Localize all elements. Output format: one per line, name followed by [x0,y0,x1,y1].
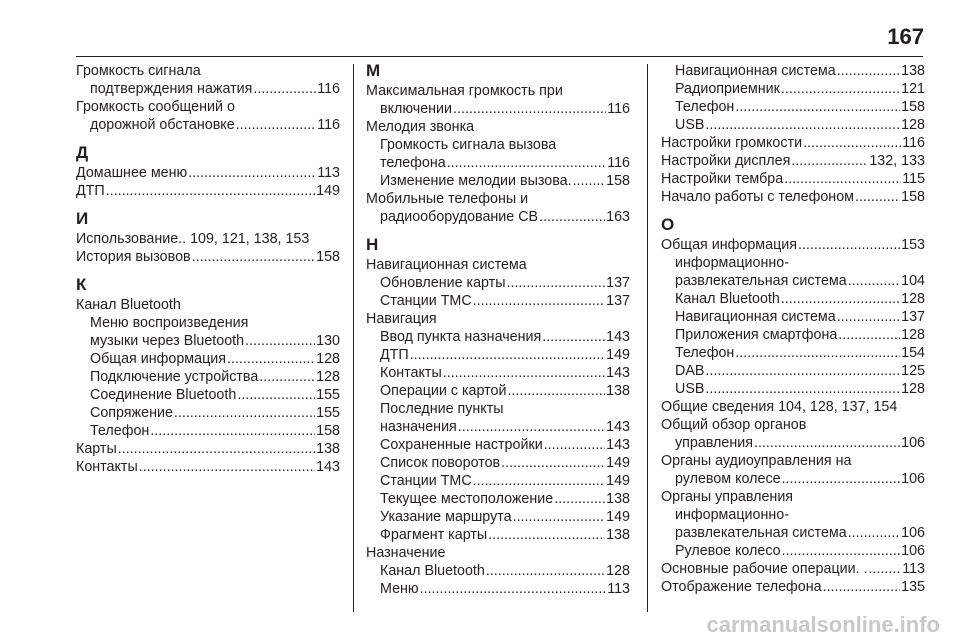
index-entry [661,134,925,152]
index-subentry [76,80,340,98]
leader-dots [705,380,900,398]
entry-text: Мобильные телефоны и [366,191,529,207]
page-reference[interactable]: 113 [902,561,925,577]
page-reference[interactable]: 116 [317,81,340,97]
index-subentry [366,490,630,508]
page-reference[interactable]: 116 [607,155,630,171]
leader-dots [443,364,605,382]
entry-text: Операции с картой [380,383,507,399]
leader-dots [838,326,900,344]
entry-text: Изменение мелодии вызова. [380,173,572,189]
leader-dots [837,308,900,326]
entry-text: Отображение телефона [661,579,822,595]
entry-text: История вызовов [76,249,191,265]
entry-text: развлекательная система [675,273,847,289]
page-reference[interactable]: 149 [606,347,630,363]
index-letter-heading: К [76,275,87,294]
page-reference[interactable]: 138 [606,383,630,399]
page-reference[interactable]: 143 [316,459,340,475]
entry-text: Сопряжение [90,405,173,421]
index-subentry [661,116,925,134]
page-reference[interactable]: 128 [901,291,925,307]
entry-text: Телефон [675,345,735,361]
index-column-3 [661,62,925,596]
entry-text: Настройки тембра [661,171,784,187]
page-reference[interactable]: 104 [901,273,925,289]
leader-dots [486,562,605,580]
leader-dots [507,274,606,292]
index-subentry [366,346,630,364]
page-reference[interactable]: 153 [901,237,925,253]
page-reference[interactable]: 138 [606,527,630,543]
leader-dots [473,292,605,310]
index-subentry [76,422,340,440]
leader-dots [735,344,900,362]
leader-dots [573,172,606,190]
entry-text: Навигационная система [366,257,527,273]
leader-dots [507,382,605,400]
entry-text: музыки через Bluetooth [90,333,245,349]
index-subentry [661,470,925,488]
index-column-2 [366,62,630,598]
entry-text: Телефон [90,423,150,439]
index-subentry [76,386,340,404]
page-reference[interactable]: 128 [316,351,340,367]
index-entry [661,398,925,416]
index-entry [76,62,340,80]
entry-text: Общие сведения 104, 128, 137, 154 [661,399,898,415]
page-reference[interactable]: 128 [901,327,925,343]
page-reference[interactable]: 149 [606,455,630,471]
leader-dots [458,418,605,436]
page-reference[interactable]: 128 [606,563,630,579]
leader-dots [782,542,901,560]
entry-text: информационно- [675,507,789,523]
page-reference[interactable]: 130 [316,333,340,349]
entry-text: Канал Bluetooth [380,563,485,579]
entry-text: Навигация [366,311,437,327]
index-subentry [366,136,630,172]
entry-text: радиооборудование СВ [380,209,539,225]
entry-text: DAB [675,363,705,379]
index-entry [366,310,630,328]
page-reference[interactable]: 137 [901,309,925,325]
index-entry [76,296,340,314]
entry-text: Громкость сигнала вызова [380,137,557,153]
entry-text: включении [380,101,453,117]
page-reference[interactable]: 158 [901,99,925,115]
page-reference[interactable]: 135 [901,579,925,595]
page-reference[interactable]: 158 [901,189,925,205]
index-entry [661,560,925,578]
page-reference[interactable]: 163 [606,209,630,225]
page-reference[interactable]: 149 [316,183,340,199]
page-reference[interactable]: 106 [901,471,925,487]
page-reference[interactable]: 128 [901,117,925,133]
index-subentry [366,274,630,292]
index-entry [76,182,340,200]
entry-text: Использование.. 109, 121, 138, 153 [76,231,310,247]
page-reference[interactable]: 138 [316,441,340,457]
leader-dots [227,350,315,368]
index-subentry [661,506,925,542]
index-letter-heading: О [661,215,675,234]
leader-dots [855,188,900,206]
page-reference[interactable]: 137 [606,293,630,309]
entry-text: Ввод пункта назначения [380,329,542,345]
entry-text: Телефон [675,99,735,115]
page-reference[interactable]: 113 [317,165,340,181]
leader-dots [781,290,900,308]
leader-dots [245,332,315,350]
entry-text: Общий обзор органов [661,417,807,433]
index-subentry [661,362,925,380]
index-entry [661,578,925,596]
leader-dots [784,170,901,188]
index-subentry [76,314,340,350]
leader-dots [539,208,605,226]
index-entry [661,152,925,170]
entry-text: Громкость сообщений о [76,99,235,115]
entry-text: Соединение Bluetooth [90,387,237,403]
index-entry [661,452,925,470]
index-subentry [366,100,630,118]
page-reference[interactable]: 143 [606,419,630,435]
leader-dots [488,526,605,544]
index-subentry [366,472,630,490]
index-subentry [661,98,925,116]
index-subentry [76,116,340,134]
index-subentry [366,508,630,526]
entry-text: Указание маршрута [380,509,512,525]
page-reference[interactable]: 143 [606,437,630,453]
page-reference[interactable]: 149 [606,509,630,525]
leader-dots [237,386,315,404]
page-reference[interactable]: 106 [901,435,925,451]
index-column-1 [76,62,340,476]
index-letter-heading: Д [76,143,89,162]
index-entry [661,488,925,506]
entry-text: Назначение [366,545,446,561]
entry-text: ДТП [76,183,105,199]
index-subentry [366,580,630,598]
entry-text: телефона [380,155,446,171]
entry-text: Навигационная система [675,309,836,325]
index-subentry [76,350,340,368]
index-subentry [366,454,630,472]
header-rule [76,56,923,57]
leader-dots [473,472,605,490]
page-reference[interactable]: 128 [316,369,340,385]
page-reference[interactable]: 158 [316,423,340,439]
entry-text: назначения [380,419,457,435]
entry-text: USB [675,381,705,397]
leader-dots [188,164,316,182]
index-subentry [76,368,340,386]
index-subentry [661,62,925,80]
entry-text: подтверждения нажатия [90,81,253,97]
index-subentry [661,290,925,308]
leader-dots [848,524,900,542]
leader-dots [259,368,315,386]
leader-dots [869,560,902,578]
entry-text: Сохраненные настройки [380,437,543,453]
page-reference[interactable]: 116 [317,117,340,133]
index-entry [661,416,925,434]
entry-text: Домашнее меню [76,165,188,181]
entry-text: USB [675,117,705,133]
leader-dots [501,454,605,472]
index-subentry [661,326,925,344]
leader-dots [453,100,606,118]
entry-text: Настройки громкости [661,135,803,151]
entry-text: Карты [76,441,117,457]
leader-dots [705,362,900,380]
leader-dots [174,404,315,422]
index-entry [366,256,630,274]
entry-text: Общая информация [90,351,226,367]
entry-text: Органы управления [661,489,794,505]
page-reference[interactable]: 143 [606,329,630,345]
entry-text: информационно- [675,255,789,271]
leader-dots [791,152,868,170]
entry-text: Подключение устройства [90,369,259,385]
leader-dots [513,508,606,526]
index-entry [366,190,630,208]
index-subentry [366,292,630,310]
entry-text: Радиоприемник [675,81,780,97]
entry-text: Начало работы с телефоном [661,189,854,205]
leader-dots [192,248,316,266]
entry-text: Текущее местоположение [380,491,554,507]
entry-text: Приложения смартфона [675,327,838,343]
index-entry [661,188,925,206]
leader-dots [139,458,315,476]
column-divider-2 [647,64,648,612]
index-subentry [661,434,925,452]
index-subentry [366,208,630,226]
leader-dots [150,422,315,440]
entry-text: Основные рабочие операции. . [661,561,868,577]
entry-text: развлекательная система [675,525,847,541]
entry-text: Органы аудиоуправления на [661,453,852,469]
page-reference[interactable]: 138 [606,491,630,507]
leader-dots [106,182,315,200]
leader-dots [544,436,605,454]
leader-dots [781,80,900,98]
entry-text: Максимальная громкость при [366,83,563,99]
leader-dots [837,62,900,80]
entry-text: ДТП [380,347,409,363]
page-reference[interactable]: 132, 133 [869,153,925,169]
index-entry [76,458,340,476]
entry-text: Канал Bluetooth [76,297,181,313]
index-subentry [661,254,925,290]
index-letter-heading: М [366,61,381,80]
entry-text: Станции TMC [380,293,472,309]
page-reference[interactable]: 137 [606,275,630,291]
entry-text: Рулевое колесо [675,543,781,559]
index-entry [76,164,340,182]
entry-text: Настройки дисплея [661,153,791,169]
watermark: carmanualsonline.info [706,612,940,637]
entry-text: Общая информация [661,237,797,253]
entry-text: Обновление карты [380,275,506,291]
entry-text: управления [675,435,753,451]
index-subentry [366,400,630,436]
entry-text: рулевом колесе [675,471,781,487]
page-reference[interactable]: 149 [606,473,630,489]
index-subentry [76,404,340,422]
index-subentry [661,344,925,362]
entry-text: Контакты [76,459,138,475]
entry-text: Станции TMC [380,473,472,489]
leader-dots [735,98,900,116]
index-subentry [366,562,630,580]
leader-dots [705,116,900,134]
index-entry [366,544,630,562]
leader-dots [848,272,900,290]
index-letter-heading: Н [366,235,379,254]
page-reference[interactable]: 155 [316,387,340,403]
index-subentry [366,436,630,454]
page-reference[interactable]: 121 [901,81,925,97]
page-reference[interactable]: 138 [901,63,925,79]
leader-dots [118,440,315,458]
leader-dots [447,154,606,172]
page-reference[interactable]: 125 [901,363,925,379]
page-reference[interactable]: 154 [901,345,925,361]
index-entry [661,170,925,188]
page-reference[interactable]: 116 [902,135,925,151]
entry-text: Список поворотов [380,455,501,471]
leader-dots [803,134,901,152]
index-subentry [661,80,925,98]
index-entry [366,82,630,100]
entry-text: Мелодия звонка [366,119,475,135]
entry-text: Канал Bluetooth [675,291,780,307]
page-reference[interactable]: 113 [607,581,630,597]
leader-dots [754,434,900,452]
page-reference[interactable]: 116 [607,101,630,117]
page-reference[interactable]: 106 [901,525,925,541]
entry-text: Громкость сигнала [76,63,201,79]
index-subentry [661,380,925,398]
entry-text: Контакты [380,365,442,381]
index-entry [661,236,925,254]
index-entry [76,98,340,116]
index-subentry [366,172,630,190]
index-entry [366,118,630,136]
index-subentry [661,542,925,560]
entry-text: Меню воспроизведения [90,315,249,331]
leader-dots [782,470,901,488]
index-subentry [366,364,630,382]
index-entry [76,248,340,266]
page-reference[interactable]: 158 [316,249,340,265]
page-reference[interactable]: 128 [901,381,925,397]
index-subentry [366,526,630,544]
page-reference[interactable]: 143 [606,365,630,381]
entry-text: Навигационная система [675,63,836,79]
entry-text: Меню [380,581,419,597]
page-reference[interactable]: 155 [316,405,340,421]
entry-text: дорожной обстановке [90,117,235,133]
index-entry [76,230,340,248]
page-reference[interactable]: 106 [901,543,925,559]
leader-dots [236,116,317,134]
leader-dots [410,346,605,364]
leader-dots [253,80,316,98]
column-divider-1 [353,64,354,612]
leader-dots [420,580,607,598]
page-reference[interactable]: 115 [902,171,925,187]
index-entry [76,440,340,458]
index-letter-heading: И [76,209,89,228]
leader-dots [542,328,605,346]
index-subentry [366,328,630,346]
leader-dots [554,490,605,508]
page-number: 167 [887,24,924,49]
entry-text: Последние пункты [380,401,504,417]
leader-dots [823,578,901,596]
page-reference[interactable]: 158 [606,173,630,189]
index-subentry [366,382,630,400]
entry-text: Фрагмент карты [380,527,488,543]
index-subentry [661,308,925,326]
leader-dots [798,236,900,254]
